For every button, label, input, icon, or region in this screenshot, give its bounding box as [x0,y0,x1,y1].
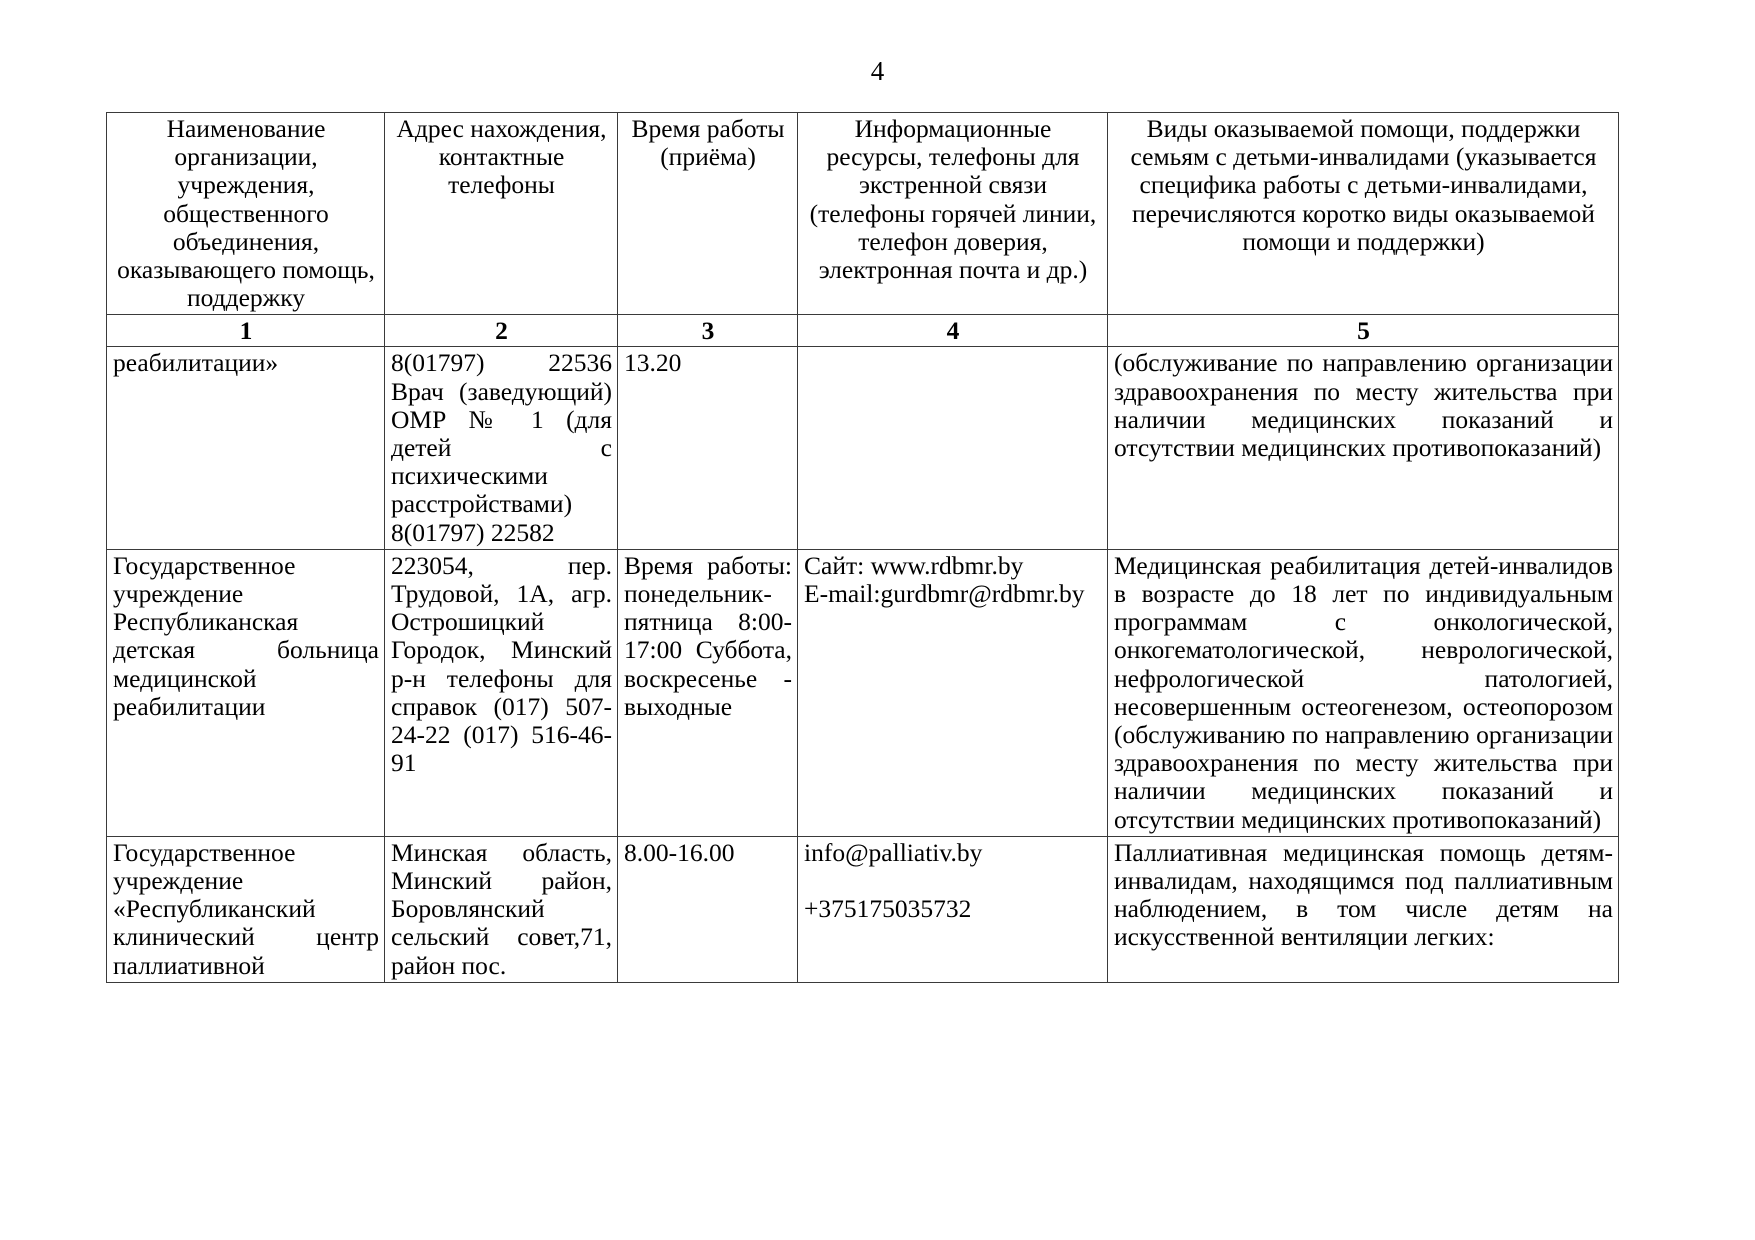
column-number-2: 2 [385,315,618,347]
website-line: Сайт: www.rdbmr.by [804,550,1024,580]
cell-assistance-types: Медицинская реабилитация детей-инвалидов в возрасте до 18 лет по индивидуальным программам с онкологической, онкогематологической, неврологической, нефрологической патологией, несовершенным остеогенезом, остеопорозом (обслуживанию по направлению организации здравоохранения по месту жительства при наличии медицинских показаний и отсутствии медицинских противопоказаний) [1108,549,1619,836]
cell-address: Минская область, Минский район, Боровлянский сельский совет,71, район пос. [385,836,618,982]
cell-working-hours: 8.00-16.00 [618,836,798,982]
cell-organization-name: Государственное учреждение Республиканская детская больница медицинской реабилитации [107,549,385,836]
column-number-row [107,315,1619,347]
table-row [107,347,1619,549]
cell-working-hours: 13.20 [618,347,798,549]
email-line: E-mail:gurdbmr@rdbmr.by [804,579,1085,609]
cell-information-resources [798,549,1108,836]
column-number-5: 5 [1108,315,1619,347]
page-number: 4 [870,56,885,86]
cell-assistance-types: (обслуживание по направлению организации здравоохранения по месту жительства при наличии медицинских показаний и отсутствии медицинских противопоказаний) [1108,347,1619,549]
column-number-3: 3 [618,315,798,347]
cell-organization-name: реабилитации» [107,347,385,549]
cell-information-resources [798,347,1108,549]
column-header-organization-name: Наименование организации, учреждения, общественного объединения, оказывающего помощь, поддержку [107,113,385,315]
cell-organization-name: Государственное учреждение «Республиканский клинический центр паллиативной [107,836,385,982]
spacer [804,867,1102,895]
table-row [107,549,1619,836]
table-header [107,113,1619,347]
phone-line: +375175035732 [804,894,972,924]
column-header-working-hours: Время работы (приёма) [618,113,798,315]
column-header-address: Адрес нахождения, контактные телефоны [385,113,618,315]
table-body [107,347,1619,982]
column-header-information-resources: Информационные ресурсы, телефоны для экстренной связи (телефоны горячей линии, телефон доверия, электронная почта и др.) [798,113,1108,315]
assistance-organizations-table [106,112,1618,983]
email-line: info@palliativ.by [804,837,983,867]
table-row [107,836,1619,982]
column-header-assistance-types: Виды оказываемой помощи, поддержки семьям с детьми-инвалидами (указывается специфика работы с детьми-инвалидами, перечисляются коротко виды оказываемой помощи и поддержки) [1108,113,1619,315]
cell-working-hours: Время работы: понедельник-пятница 8:00-17:00 Суббота, воскресенье - выходные [618,549,798,836]
cell-information-resources [798,836,1108,982]
cell-address: 223054, пер. Трудовой, 1А, агр. Острошицкий Городок, Минский р-н телефоны для справок (017) 507-24-22 (017) 516-46-91 [385,549,618,836]
table [106,112,1619,983]
column-number-1: 1 [107,315,385,347]
cell-assistance-types: Паллиативная медицинская помощь детям-инвалидам, находящимся под паллиативным наблюдением, в том числе детям на искусственной вентиляции легких: [1108,836,1619,982]
column-number-4: 4 [798,315,1108,347]
header-row [107,113,1619,315]
cell-address: 8(01797) 22536 Врач (заведующий) ОМР № 1 (для детей с психическими расстройствами) 8(01797) 22582 [385,347,618,549]
